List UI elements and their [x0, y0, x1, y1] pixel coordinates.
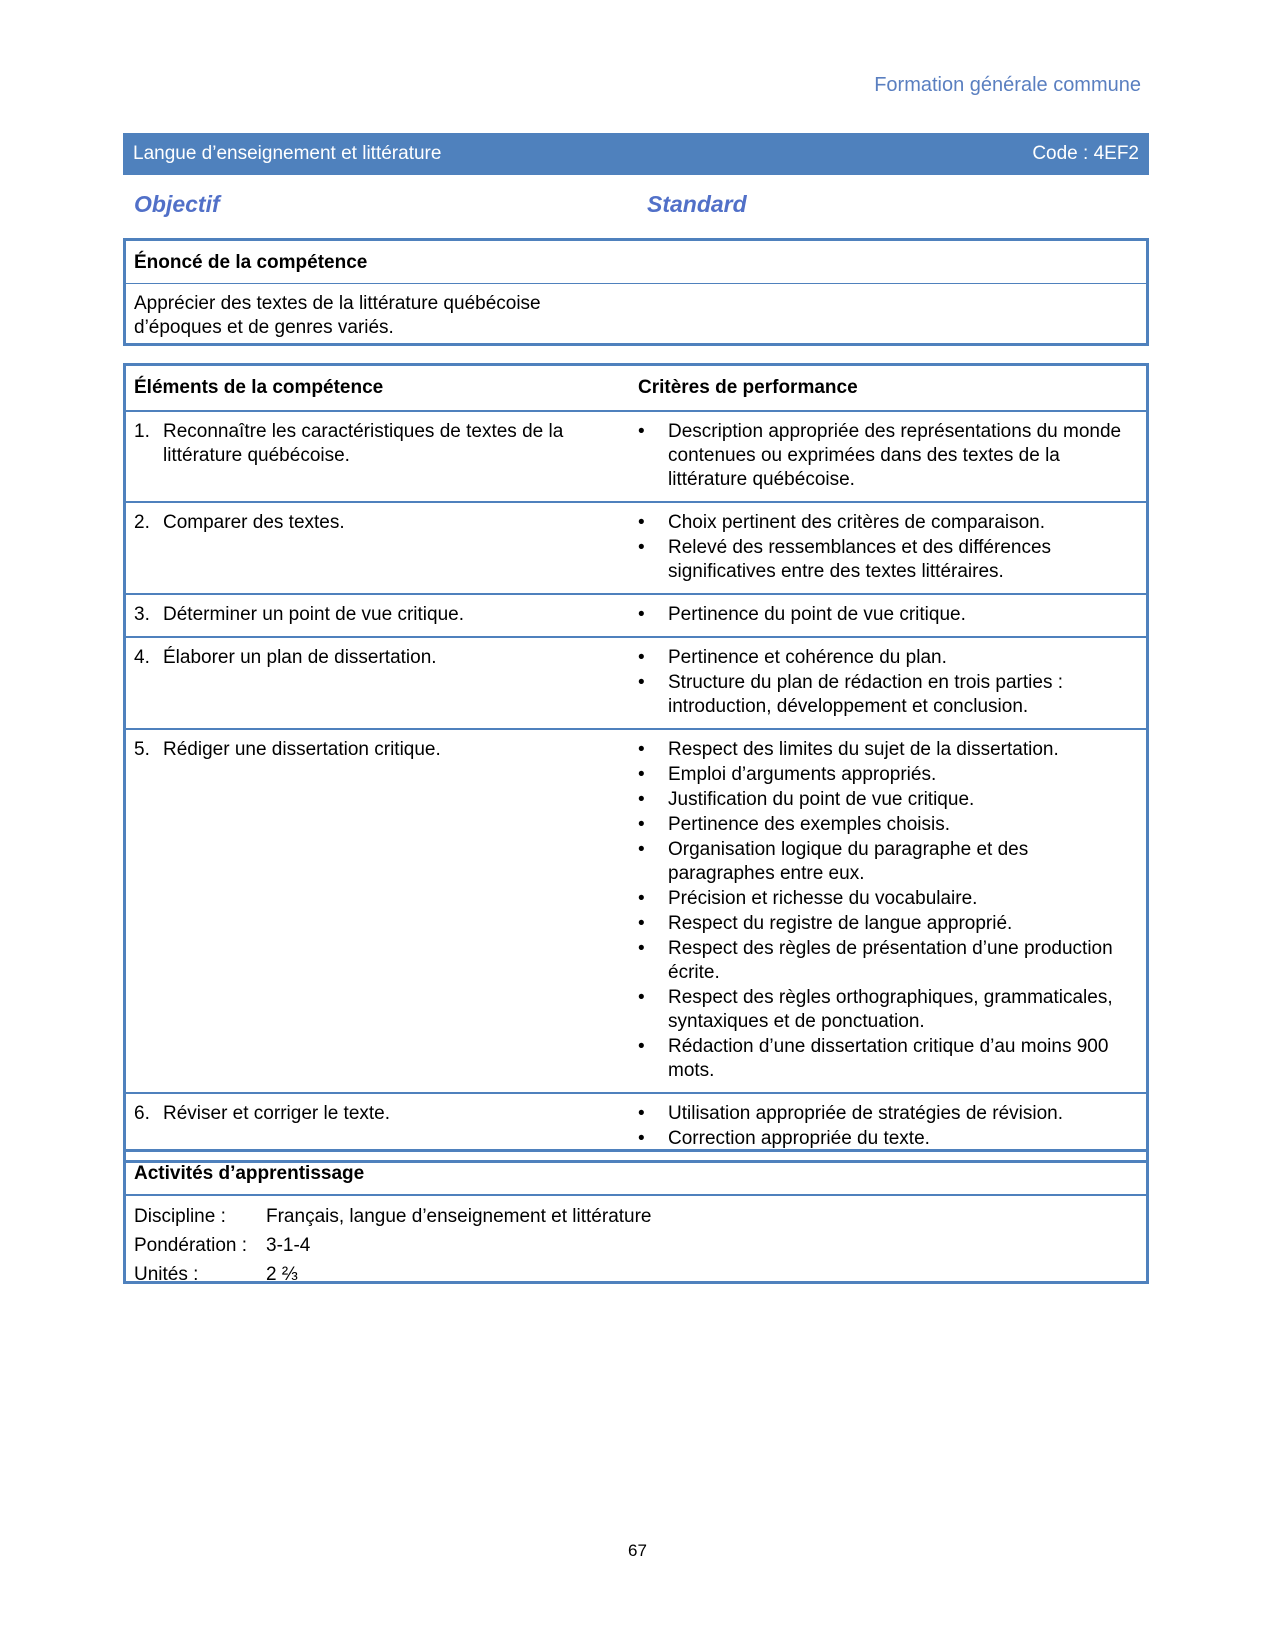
- criteria-list: [638, 420, 1126, 492]
- competency-element: [126, 595, 638, 636]
- criterion-item: • Organisation logique du paragraphe et des paragraphes entre eux.: [638, 838, 1126, 886]
- competency-element: [126, 730, 638, 1092]
- element-text: Déterminer un point de vue critique.: [163, 604, 464, 625]
- criterion-item: • Précision et richesse du vocabulaire.: [638, 887, 1126, 911]
- course-title: Langue d’enseignement et littérature: [133, 143, 442, 164]
- element-number: 4.: [134, 647, 150, 668]
- competency-row: [126, 638, 1146, 730]
- performance-criteria: [638, 412, 1146, 501]
- criterion-item: • Description appropriée des représentations du monde contenues ou exprimées dans des textes de la littérature québécoise.: [638, 420, 1126, 492]
- criterion-item: • Respect du registre de langue approprié.: [638, 912, 1126, 936]
- running-header: Formation générale commune: [874, 74, 1141, 96]
- competency-table: [123, 363, 1149, 1163]
- element-text: Comparer des textes.: [163, 512, 345, 533]
- performance-criteria: [638, 730, 1146, 1092]
- course-title-bar: [123, 133, 1149, 175]
- criteria-list: [638, 511, 1126, 584]
- competency-table-header: [126, 366, 1146, 412]
- element-text: Reconnaître les caractéristiques de textes de la littérature québécoise.: [163, 421, 564, 466]
- statement-heading: Énoncé de la compétence: [126, 241, 1146, 284]
- competency-row: [126, 412, 1146, 503]
- criteria-list: [638, 603, 1126, 627]
- criteria-list: [638, 738, 1126, 1083]
- criterion-item: • Justification du point de vue critique.: [638, 788, 1126, 812]
- performance-criteria: [638, 595, 1146, 636]
- element-text: Élaborer un plan de dissertation.: [163, 647, 437, 668]
- criterion-item: • Structure du plan de rédaction en trois parties : introduction, développement et conclusion.: [638, 671, 1126, 719]
- section-headings: [134, 191, 1144, 218]
- discipline-value: Français, langue d’enseignement et littérature: [266, 1206, 652, 1227]
- element-number: 3.: [134, 604, 150, 625]
- weighting-value: 3-1-4: [266, 1235, 311, 1256]
- criterion-item: • Respect des règles de présentation d’une production écrite.: [638, 937, 1126, 985]
- col-elements-header: Éléments de la compétence: [134, 377, 384, 398]
- learning-activities-box: [123, 1149, 1149, 1284]
- criterion-item: • Respect des limites du sujet de la dissertation.: [638, 738, 1126, 762]
- element-number: 6.: [134, 1103, 150, 1124]
- discipline-label: Discipline :: [134, 1206, 226, 1227]
- element-text: Rédiger une dissertation critique.: [163, 739, 441, 760]
- competency-statement-box: [123, 238, 1149, 346]
- criterion-item: • Pertinence des exemples choisis.: [638, 813, 1126, 837]
- statement-line: d’époques et de genres variés.: [134, 317, 394, 338]
- criterion-item: • Utilisation appropriée de stratégies de révision.: [638, 1102, 1126, 1126]
- competency-element: [126, 503, 638, 593]
- statement-body: [126, 284, 1146, 340]
- discipline-row: [134, 1202, 1138, 1231]
- element-text: Réviser et corriger le texte.: [163, 1103, 391, 1124]
- competency-row: [126, 503, 1146, 595]
- performance-criteria: [638, 503, 1146, 593]
- statement-line: Apprécier des textes de la littérature québécoise: [134, 293, 541, 314]
- competency-row: [126, 595, 1146, 638]
- activities-heading: Activités d’apprentissage: [126, 1152, 1146, 1196]
- criteria-list: [638, 1102, 1126, 1151]
- page-number: 67: [628, 1541, 647, 1560]
- competency-row: [126, 730, 1146, 1094]
- criterion-item: • Pertinence du point de vue critique.: [638, 603, 1126, 627]
- criterion-item: • Choix pertinent des critères de comparaison.: [638, 511, 1126, 535]
- criterion-item: • Correction appropriée du texte.: [638, 1127, 1126, 1151]
- competency-element: [126, 638, 638, 728]
- objective-heading: Objectif: [134, 191, 220, 217]
- units-label: Unités :: [134, 1264, 199, 1285]
- criterion-item: • Pertinence et cohérence du plan.: [638, 646, 1126, 670]
- performance-criteria: [638, 638, 1146, 728]
- criterion-item: • Rédaction d’une dissertation critique d’au moins 900 mots.: [638, 1035, 1126, 1083]
- course-code: Code : 4EF2: [1032, 143, 1139, 164]
- standard-heading: Standard: [647, 191, 747, 217]
- criterion-item: • Relevé des ressemblances et des différences significatives entre des textes littéraires.: [638, 536, 1126, 584]
- units-row: [134, 1260, 1138, 1289]
- weighting-row: [134, 1231, 1138, 1260]
- element-number: 1.: [134, 421, 150, 442]
- units-value: 2 ⅔: [266, 1264, 298, 1285]
- criterion-item: • Respect des règles orthographiques, grammaticales, syntaxiques et de ponctuation.: [638, 986, 1126, 1034]
- criterion-item: • Emploi d’arguments appropriés.: [638, 763, 1126, 787]
- criteria-list: [638, 646, 1126, 719]
- competency-element: [126, 412, 638, 501]
- col-criteria-header: Critères de performance: [638, 377, 858, 398]
- element-number: 5.: [134, 739, 150, 760]
- weighting-label: Pondération :: [134, 1235, 248, 1256]
- element-number: 2.: [134, 512, 150, 533]
